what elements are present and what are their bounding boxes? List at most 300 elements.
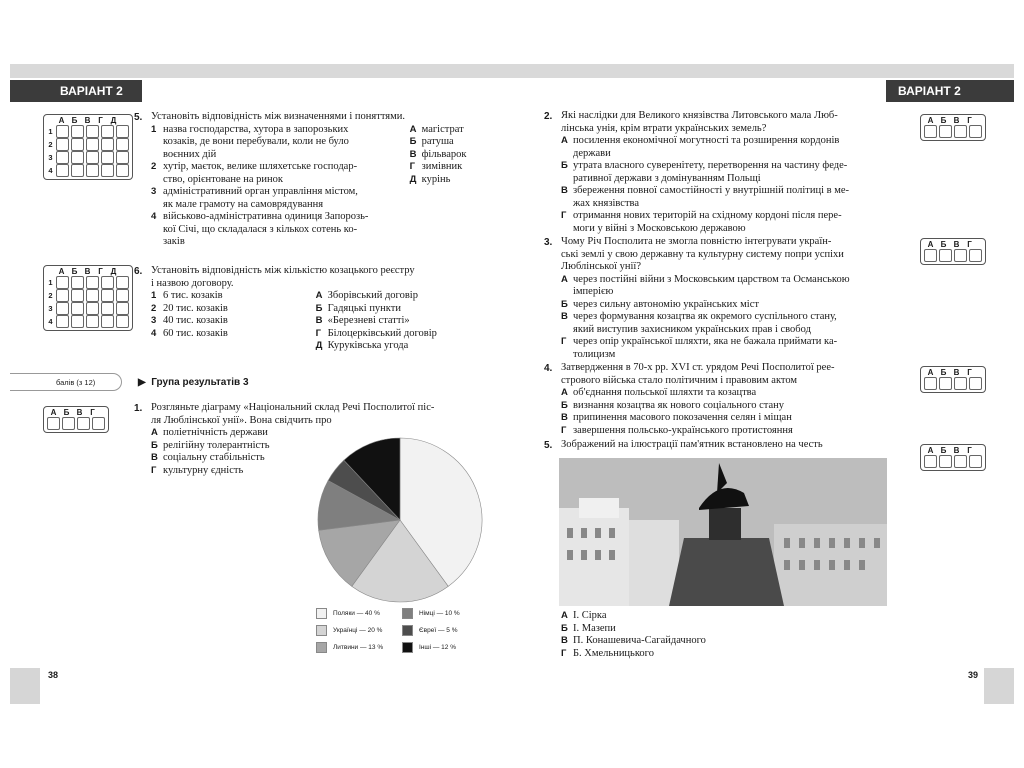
- answer-cell[interactable]: [71, 125, 84, 138]
- option-letter: Б: [151, 439, 158, 451]
- answer-cell[interactable]: [56, 276, 69, 289]
- option-letter: Д: [315, 340, 323, 351]
- answer-cell[interactable]: [116, 276, 129, 289]
- grid-letter: Б: [940, 240, 947, 249]
- answer-cell[interactable]: [924, 455, 937, 468]
- option-text: імперією: [573, 286, 614, 297]
- answer-option-line: [561, 160, 894, 173]
- match-item-text: кої Січі, що складалася з кількох сотень ко-: [163, 223, 358, 235]
- question-6-left: [151, 265, 491, 353]
- answer-cell[interactable]: [954, 249, 967, 262]
- match-item-text: 60 тис. козаків: [163, 327, 228, 339]
- answer-cell[interactable]: [969, 455, 982, 468]
- question-prompt-line: Затвердження в 70-х рр. XVI ст. урядом Речі Посполитої рее-: [561, 362, 835, 373]
- grid-letter: В: [953, 368, 960, 377]
- answer-cell[interactable]: [71, 151, 84, 164]
- option-letter: В: [561, 311, 568, 322]
- option-letter: Г: [561, 647, 567, 659]
- option-text: фільварок: [421, 148, 467, 160]
- answer-grid-row: [46, 289, 130, 302]
- question-prompt-line: Які наслідки для Великого князівства Литовського мала Люб-: [561, 110, 838, 121]
- answer-cell[interactable]: [56, 138, 69, 151]
- answer-option-line: [561, 387, 894, 400]
- answer-cell[interactable]: [86, 315, 99, 328]
- answer-cell[interactable]: [116, 138, 129, 151]
- grid-letter: Г: [967, 368, 972, 377]
- grid-letter: В: [953, 116, 960, 125]
- answer-option-line: [561, 324, 894, 337]
- answer-cell[interactable]: [939, 249, 952, 262]
- answer-option-line: [561, 274, 894, 287]
- match-item-line: [151, 224, 401, 237]
- match-item-line: [151, 236, 401, 249]
- answer-grid-q5-left[interactable]: [43, 114, 133, 180]
- answer-cell[interactable]: [116, 125, 129, 138]
- answer-cell[interactable]: [86, 125, 99, 138]
- option-text: посилення економічної могутності та розширення кордонів: [573, 135, 840, 146]
- match-item: [151, 315, 313, 328]
- grid-row-number: 1: [48, 127, 53, 136]
- grid-letter: В: [84, 116, 91, 125]
- answer-option-line: [561, 210, 894, 223]
- question-2-right: [544, 110, 894, 235]
- grid-letter: Г: [967, 446, 972, 455]
- question-prompt-line: і назвою договору.: [151, 277, 234, 289]
- answer-cell[interactable]: [939, 455, 952, 468]
- answer-cell[interactable]: [86, 164, 99, 177]
- group-title-text: Група результатів 3: [151, 377, 249, 388]
- answer-option-line: [561, 311, 894, 324]
- match-item-number: 4: [151, 327, 157, 339]
- option-letter: А: [409, 123, 417, 135]
- answer-grid-row: [923, 455, 983, 468]
- grid-letter: Б: [63, 408, 70, 417]
- grid-letter: А: [927, 368, 934, 377]
- answer-grid-row: [46, 302, 130, 315]
- answer-cell[interactable]: [56, 302, 69, 315]
- legend-swatch: [316, 608, 327, 619]
- option-letter: Г: [561, 336, 567, 347]
- answer-grid-q4[interactable]: [920, 366, 986, 393]
- option-text: Зборівський договір: [327, 290, 418, 301]
- grid-row-number: 2: [48, 291, 53, 300]
- variant-label-right: ВАРІАНТ 2: [886, 80, 1014, 102]
- legend-label: Німці — 10 %: [419, 610, 460, 618]
- decor-dots: [160, 76, 178, 112]
- answer-cell[interactable]: [71, 302, 84, 315]
- answer-cell[interactable]: [969, 125, 982, 138]
- option-text: визнання козацтва як нового соціального стану: [573, 399, 785, 411]
- answer-cell[interactable]: [939, 125, 952, 138]
- grid-letter: Б: [71, 267, 78, 276]
- match-item-line: [151, 186, 401, 199]
- answer-grid-row: [46, 417, 106, 430]
- answer-cell[interactable]: [56, 289, 69, 302]
- answer-option-line: [561, 336, 894, 349]
- option-text: поліетнічність держави: [163, 427, 268, 438]
- answer-cell[interactable]: [86, 138, 99, 151]
- question-5-left: [151, 111, 491, 249]
- answer-cell[interactable]: [86, 302, 99, 315]
- grid-letter: Г: [98, 116, 103, 125]
- option-letter: В: [561, 412, 568, 423]
- answer-option-line: [561, 349, 894, 362]
- option-letter: В: [561, 635, 568, 646]
- match-item-text: козаків, де вони перебували, коли не було: [163, 136, 349, 147]
- match-item-number: 2: [151, 302, 157, 314]
- option-text: утрата власного суверенітету, перетворення на частину феде-: [573, 160, 848, 171]
- match-item-text: 6 тис. козаків: [163, 290, 223, 301]
- answer-cell[interactable]: [116, 302, 129, 315]
- question-prompt: Зображений на ілюстрації пам'ятник встановлено на честь: [561, 439, 823, 450]
- textbook-spread: [10, 64, 1014, 704]
- question-prompt-line: Чому Річ Посполита не змогла повністю інтегрувати україн-: [561, 236, 832, 247]
- match-item-line: [151, 199, 401, 212]
- answer-option: [561, 623, 861, 636]
- option-letter: А: [561, 387, 568, 398]
- match-item-text: хутір, маєток, велике шляхетське господар-: [163, 161, 358, 172]
- page-number-right: 39: [968, 670, 979, 680]
- legend-item: [402, 608, 460, 619]
- option-letter: Б: [561, 622, 568, 634]
- option-letter: В: [561, 185, 568, 196]
- match-item-number: 3: [151, 315, 157, 326]
- question-prompt-line: Люблінської унії?: [561, 261, 641, 272]
- question-number: 1.: [134, 403, 143, 414]
- match-option: [410, 149, 467, 162]
- grid-letter: А: [927, 240, 934, 249]
- option-letter: Б: [315, 302, 323, 314]
- answer-cell[interactable]: [116, 164, 129, 177]
- option-text: Білоцерківський договір: [327, 327, 437, 339]
- question-4-right: [544, 362, 894, 437]
- match-item-text: назва господарства, хутора в запорозьких: [163, 123, 349, 135]
- answer-grid-header: [923, 368, 983, 377]
- option-text: курінь: [421, 173, 451, 185]
- question-body: [561, 110, 894, 235]
- option-text: релігійну толерантність: [163, 439, 270, 451]
- page-number-left: 38: [48, 670, 59, 680]
- match-item-line: [151, 149, 401, 162]
- option-text: Гадяцькі пункти: [327, 302, 401, 314]
- question-prompt-line: лінська унія, крім втрати українських земель?: [561, 122, 767, 134]
- grid-letter: А: [50, 408, 57, 417]
- answer-grid-q3[interactable]: [920, 238, 986, 265]
- option-text: І. Мазепи: [573, 622, 616, 634]
- grid-letter: В: [84, 267, 91, 276]
- answer-cell[interactable]: [116, 151, 129, 164]
- answer-cell[interactable]: [47, 417, 60, 430]
- answer-option-line: [561, 185, 894, 198]
- grid-letter: Б: [940, 368, 947, 377]
- option-letter: Г: [561, 424, 567, 436]
- answer-cell[interactable]: [924, 377, 937, 390]
- option-text: ративної держави з домінуванням Польщі: [573, 172, 761, 184]
- answer-cell[interactable]: [939, 377, 952, 390]
- legend-swatch: [316, 642, 327, 653]
- answer-cell[interactable]: [969, 249, 982, 262]
- answer-cell[interactable]: [954, 377, 967, 390]
- match-item-text: адміністративний орган управління містом,: [163, 186, 358, 197]
- option-letter: Д: [409, 173, 417, 185]
- grid-letter: Б: [940, 116, 947, 125]
- legend-item: [402, 625, 457, 636]
- answer-cell[interactable]: [71, 289, 84, 302]
- match-item-number: 1: [151, 290, 157, 301]
- answer-option-line: [561, 148, 894, 161]
- answer-cell[interactable]: [954, 455, 967, 468]
- answer-cell[interactable]: [86, 289, 99, 302]
- option-text: П. Конашевича-Сагайдачного: [573, 635, 706, 646]
- answer-grid-row: [46, 125, 130, 138]
- question-number: 5.: [544, 440, 553, 451]
- answer-grid-header: [923, 240, 983, 249]
- answer-cell[interactable]: [62, 417, 75, 430]
- answer-cell[interactable]: [56, 164, 69, 177]
- legend-label: Євреї — 5 %: [419, 627, 458, 635]
- match-item-line: [151, 124, 401, 137]
- grid-letter: Б: [71, 116, 78, 125]
- option-text: Куруківська угода: [327, 340, 409, 351]
- question-5-right-options: [561, 610, 861, 660]
- legend-label: Інші — 12 %: [419, 644, 456, 652]
- option-text: через сильну автономію українських міст: [573, 298, 759, 310]
- answer-option-line: [561, 223, 894, 236]
- answer-cell[interactable]: [71, 276, 84, 289]
- legend-label: Українці — 20 %: [333, 627, 383, 635]
- question-body: [561, 362, 894, 437]
- match-item-line: [151, 161, 401, 174]
- answer-cell[interactable]: [116, 289, 129, 302]
- match-item-number: 4: [151, 211, 157, 222]
- question-prompt-line: ські землі у свою державну та культурну систему попри успіхи: [561, 248, 844, 260]
- option-letter: Г: [561, 210, 567, 221]
- answer-grid-row: [923, 125, 983, 138]
- match-item-line: [151, 211, 401, 224]
- answer-cell[interactable]: [71, 164, 84, 177]
- legend-swatch: [402, 608, 413, 619]
- option-letter: Г: [315, 327, 322, 339]
- match-option: [316, 328, 437, 341]
- option-text: який виступив захисником українських прав і свобод: [573, 323, 811, 335]
- match-option: [316, 290, 437, 303]
- option-letter: А: [561, 135, 568, 146]
- answer-cell[interactable]: [101, 164, 114, 177]
- legend-item: [316, 625, 382, 636]
- grid-row-number: 4: [48, 166, 53, 175]
- option-letter: Б: [561, 399, 568, 411]
- option-text: моги у війні з Московською державою: [573, 222, 746, 234]
- page-corner-left: [10, 668, 40, 704]
- match-option: [410, 136, 467, 149]
- match-item-text: ство, орієнтоване на ринок: [163, 173, 284, 185]
- answer-option: [561, 610, 861, 623]
- grid-row-number: 2: [48, 140, 53, 149]
- question-body: [561, 236, 894, 361]
- answer-option-line: [561, 425, 894, 438]
- score-box[interactable]: балів (з 12): [10, 373, 122, 391]
- answer-cell[interactable]: [969, 377, 982, 390]
- option-letter: В: [315, 315, 323, 326]
- legend-item: [316, 642, 383, 653]
- match-item-text: військово-адміністративна одиниця Запорозь-: [163, 211, 369, 222]
- answer-cell[interactable]: [92, 417, 105, 430]
- question-prompt: Установіть відповідність між визначеннями і поняттями.: [151, 111, 405, 122]
- match-item-number: 3: [151, 186, 157, 197]
- match-option: [316, 340, 437, 353]
- answer-cell[interactable]: [56, 315, 69, 328]
- match-item-text: 40 тис. козаків: [163, 315, 228, 326]
- option-text: через опір української шляхти, яка не бажала приймати ка-: [573, 336, 838, 347]
- legend-label: Поляки — 40 %: [333, 610, 380, 618]
- grid-letter: В: [76, 408, 83, 417]
- option-letter: Б: [561, 298, 568, 310]
- answer-cell[interactable]: [101, 138, 114, 151]
- answer-option-line: [561, 299, 894, 312]
- answer-cell[interactable]: [56, 125, 69, 138]
- answer-cell[interactable]: [101, 151, 114, 164]
- match-item: [151, 328, 313, 341]
- answer-grid-header: [923, 446, 983, 455]
- match-option: [410, 161, 467, 174]
- variant-label-left: ВАРІАНТ 2: [10, 80, 142, 102]
- option-letter: А: [315, 290, 323, 301]
- pie-chart: [310, 430, 490, 610]
- answer-grid-q6[interactable]: [43, 265, 133, 331]
- answer-grid-row: [923, 249, 983, 262]
- question-prompt-line: стрового війська стало політичним і правовим актом: [561, 374, 798, 386]
- answer-option: [561, 648, 861, 661]
- question-prompt-line: Установіть відповідність між кількістю козацького реєстру: [151, 265, 415, 276]
- question-number: 6.: [134, 266, 143, 277]
- grid-row-number: 4: [48, 317, 53, 326]
- question-3-right: [544, 236, 894, 361]
- match-item-line: [151, 136, 401, 149]
- answer-cell[interactable]: [101, 302, 114, 315]
- grid-letter: А: [927, 446, 934, 455]
- option-text: зимівник: [421, 161, 463, 172]
- legend-item: [402, 642, 456, 653]
- answer-cell[interactable]: [924, 249, 937, 262]
- answer-option-line: [561, 400, 894, 413]
- match-item-text: 20 тис. козаків: [163, 302, 228, 314]
- answer-grid-row: [46, 138, 130, 151]
- option-text: ратуша: [421, 136, 454, 147]
- grid-row-number: 3: [48, 304, 53, 313]
- answer-cell[interactable]: [77, 417, 90, 430]
- option-letter: А: [561, 610, 568, 621]
- option-letter: В: [151, 452, 158, 463]
- grid-letter: А: [927, 116, 934, 125]
- answer-cell[interactable]: [954, 125, 967, 138]
- match-option: [316, 315, 437, 328]
- grid-letter: Г: [98, 267, 103, 276]
- answer-option-line: [561, 412, 894, 425]
- legend-swatch: [402, 625, 413, 636]
- grid-letter: А: [58, 267, 65, 276]
- answer-cell[interactable]: [101, 315, 114, 328]
- answer-grid-row: [46, 164, 130, 177]
- grid-letter: Д: [110, 267, 117, 276]
- decor-dots: [670, 76, 688, 112]
- match-item-line: [151, 174, 401, 187]
- answer-option-line: [561, 198, 894, 211]
- question-prompt-line: ля Люблінської унії». Вона свідчить про: [151, 414, 332, 426]
- answer-grid-header: [923, 116, 983, 125]
- answer-grid-q1[interactable]: [43, 406, 109, 433]
- answer-cell[interactable]: [101, 125, 114, 138]
- grid-row-number: 3: [48, 153, 53, 162]
- answer-option: [561, 635, 861, 648]
- option-text: через формування козацтва як окремого суспільного стану,: [573, 311, 837, 322]
- option-letter: Г: [409, 161, 416, 172]
- question-number: 2.: [544, 111, 553, 122]
- option-text: соціальну стабільність: [163, 452, 265, 463]
- option-text: об'єднання польської шляхти та козацтва: [573, 387, 757, 398]
- option-text: жах князівства: [573, 197, 640, 209]
- match-option: [410, 124, 467, 137]
- match-option: [316, 303, 437, 316]
- option-text: отримання нових територій на східному кордоні після пере-: [573, 210, 842, 221]
- option-text: держави: [573, 147, 611, 159]
- answer-grid-q5-right[interactable]: [920, 444, 986, 471]
- match-item-text: заків: [163, 236, 185, 247]
- question-number: 3.: [544, 237, 553, 248]
- option-text: «Березневі статті»: [327, 315, 410, 326]
- option-text: толицизм: [573, 348, 616, 360]
- answer-cell[interactable]: [116, 315, 129, 328]
- answer-grid-row: [46, 276, 130, 289]
- answer-grid-q2[interactable]: [920, 114, 986, 141]
- question-prompt-line: Розгляньте діаграму «Національний склад Речі Посполитої піс-: [151, 402, 435, 413]
- grid-letter: Б: [940, 446, 947, 455]
- legend-label: Литвини — 13 %: [333, 644, 384, 652]
- answer-grid-row: [46, 315, 130, 328]
- answer-grid-header: [46, 116, 130, 125]
- grid-row-number: 1: [48, 278, 53, 287]
- match-option: [410, 174, 467, 187]
- answer-option-line: [561, 173, 894, 186]
- answer-cell[interactable]: [924, 125, 937, 138]
- option-letter: Б: [561, 160, 568, 171]
- answer-cell[interactable]: [86, 276, 99, 289]
- match-item-number: 1: [151, 123, 157, 135]
- grid-letter: Г: [967, 116, 972, 125]
- answer-cell[interactable]: [86, 151, 99, 164]
- answer-cell[interactable]: [101, 289, 114, 302]
- option-text: магістрат: [421, 123, 464, 135]
- legend-swatch: [402, 642, 413, 653]
- answer-grid-row: [46, 151, 130, 164]
- grid-letter: Г: [967, 240, 972, 249]
- answer-cell[interactable]: [101, 276, 114, 289]
- legend-item: [316, 608, 380, 619]
- option-letter: В: [409, 148, 417, 160]
- question-number: 5.: [134, 112, 143, 123]
- option-text: завершення польсько-українського протистояння: [573, 424, 793, 436]
- grid-letter: Д: [110, 116, 117, 125]
- answer-grid-header: [46, 408, 106, 417]
- match-item-text: як мале грамоту на самоврядування: [163, 198, 324, 210]
- grid-letter: Г: [90, 408, 95, 417]
- answer-option-line: [561, 286, 894, 299]
- answer-cell[interactable]: [71, 138, 84, 151]
- answer-cell[interactable]: [71, 315, 84, 328]
- option-letter: А: [151, 427, 158, 438]
- match-item-number: 2: [151, 161, 157, 172]
- answer-cell[interactable]: [56, 151, 69, 164]
- question-number: 4.: [544, 363, 553, 374]
